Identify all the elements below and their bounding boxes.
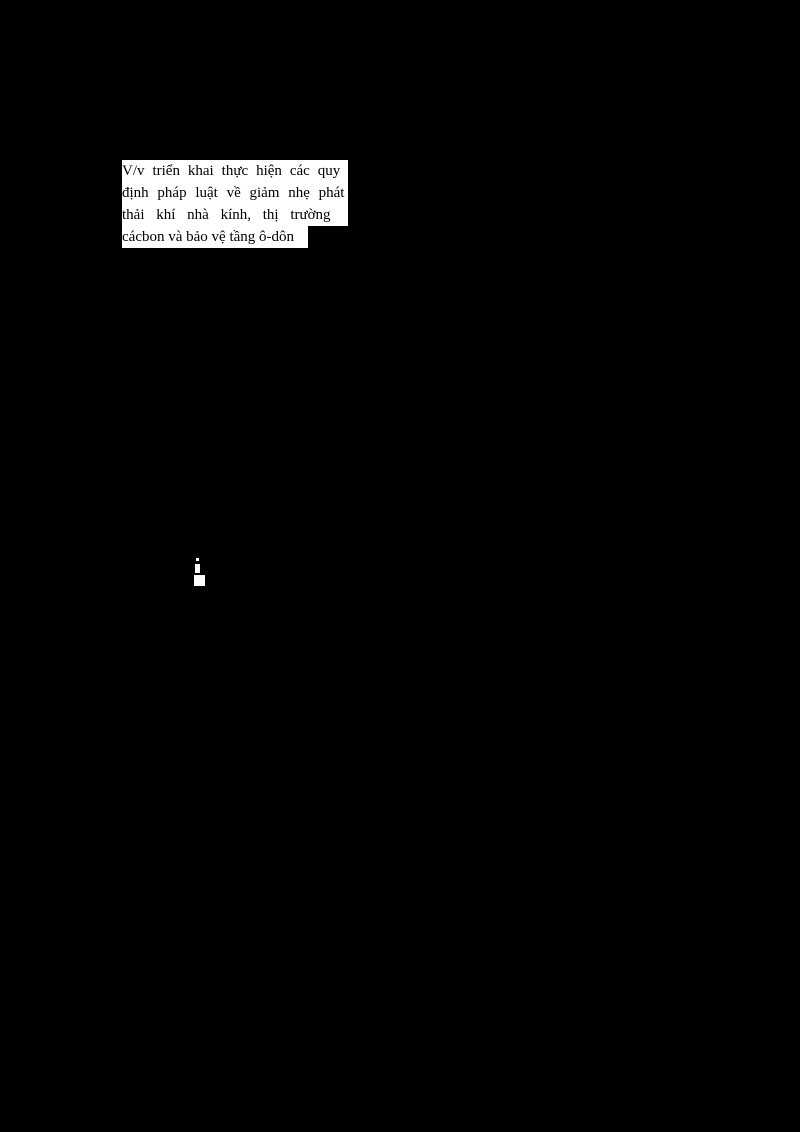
subject-line: cácbon và bảo vệ tầng ô-dôn (122, 226, 308, 248)
artifact-dot (196, 558, 199, 561)
artifact-bar-upper (195, 564, 200, 573)
subject-line: V/v triển khai thực hiện các quy (122, 160, 348, 182)
subject-line-block (122, 160, 348, 248)
exclamation-mark-artifact (192, 558, 214, 588)
subject-line: thải khí nhà kính, thị trường (122, 204, 348, 226)
artifact-bar-lower (194, 575, 205, 586)
subject-line: định pháp luật về giảm nhẹ phát (122, 182, 348, 204)
